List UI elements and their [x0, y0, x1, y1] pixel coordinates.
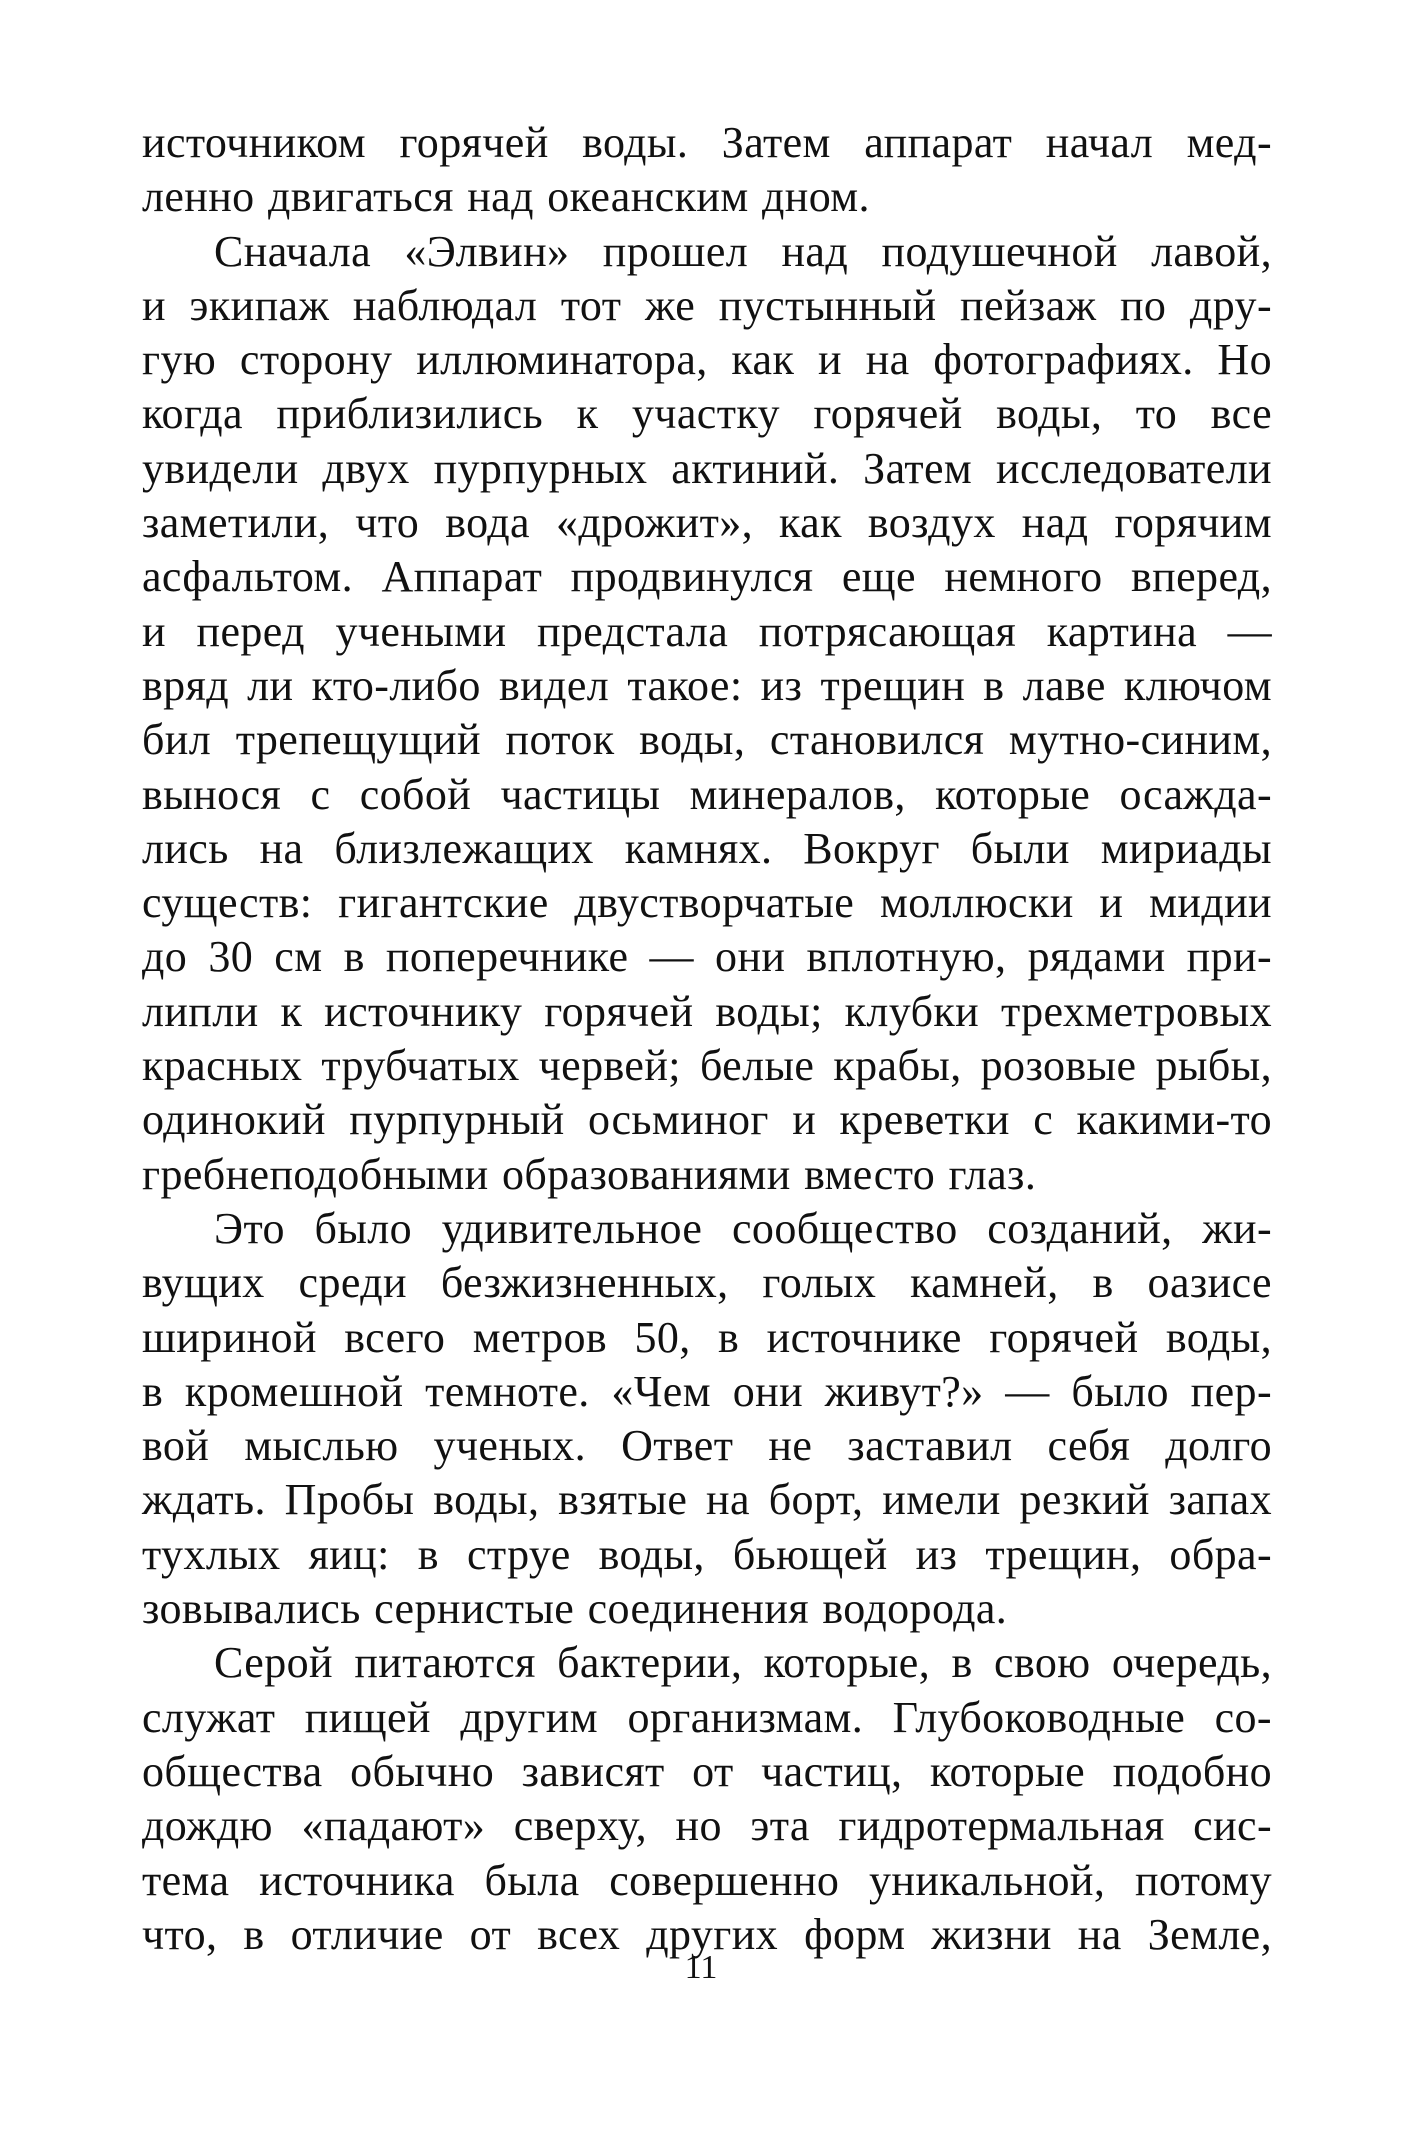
text-line: лись на близлежащих камнях. Вокруг были мириады [142, 823, 1272, 873]
text-line: заметили, что вода «дрожит», как воздух над горячим [142, 498, 1272, 548]
text-line: вой мыслью ученых. Ответ не заставил себя долго [142, 1421, 1272, 1471]
text-line: вряд ли кто-либо видел такое: из трещин в лаве ключом [142, 660, 1272, 710]
text-line: Серой питаются бактерии, которые, в свою очередь, [214, 1638, 1272, 1688]
text-line: увидели двух пурпурных актиний. Затем исследователи [142, 443, 1272, 493]
text-line: липли к источнику горячей воды; клубки трехметровых [142, 986, 1272, 1036]
text-line: и экипаж наблюдал тот же пустынный пейзаж по дру- [142, 280, 1272, 330]
text-line: что, в отличие от всех других форм жизни на Земле, [142, 1909, 1272, 1959]
text-line: Это было удивительное сообщество созданий, жи- [214, 1203, 1272, 1253]
text-line: Сначала «Элвин» прошел над подушечной лавой, [214, 226, 1272, 276]
text-line: шириной всего метров 50, в источнике горячей воды, [142, 1312, 1272, 1362]
text-line: существ: гигантские двустворчатые моллюски и мидии [142, 878, 1272, 928]
body-text [142, 116, 1272, 1962]
text-line: тухлых яиц: в струе воды, бьющей из трещин, обра- [142, 1529, 1272, 1579]
text-line: общества обычно зависят от частиц, которые подобно [142, 1746, 1272, 1796]
text-line: вущих среди безжизненных, голых камней, в оазисе [142, 1258, 1272, 1308]
text-line: ленно двигаться над океанским дном. [142, 172, 870, 222]
text-line: красных трубчатых червей; белые крабы, розовые рыбы, [142, 1041, 1272, 1091]
text-line: источником горячей воды. Затем аппарат начал мед- [142, 118, 1272, 167]
text-line: когда приблизились к участку горячей воды, то все [142, 389, 1272, 439]
text-line: зовывались сернистые соединения водорода. [142, 1584, 1008, 1634]
text-line: гую сторону иллюминатора, как и на фотографиях. Но [142, 335, 1272, 385]
text-line: служат пищей другим организмам. Глубоководные со- [142, 1692, 1272, 1742]
text-line: до 30 см в поперечнике — они вплотную, рядами при- [142, 932, 1272, 982]
text-line: вынося с собой частицы минералов, которые осажда- [142, 769, 1272, 819]
text-line: асфальтом. Аппарат продвинулся еще немного вперед, [142, 552, 1272, 602]
text-line: ждать. Пробы воды, взятые на борт, имели резкий запах [142, 1475, 1272, 1525]
page-number: 11 [684, 1949, 718, 1986]
text-line: одинокий пурпурный осьминог и креветки с какими-то [142, 1095, 1272, 1145]
text-line: дождю «падают» сверху, но эта гидротермальная сис- [142, 1801, 1272, 1851]
text-line: в кромешной темноте. «Чем они живут?» — было пер- [142, 1366, 1272, 1416]
text-line: и перед учеными предстала потрясающая картина — [142, 606, 1272, 656]
text-line: бил трепещущий поток воды, становился мутно-синим, [142, 715, 1272, 765]
text-line: гребнеподобными образованиями вместо глаз. [142, 1149, 1037, 1199]
text-line: тема источника была совершенно уникальной, потому [142, 1855, 1272, 1905]
